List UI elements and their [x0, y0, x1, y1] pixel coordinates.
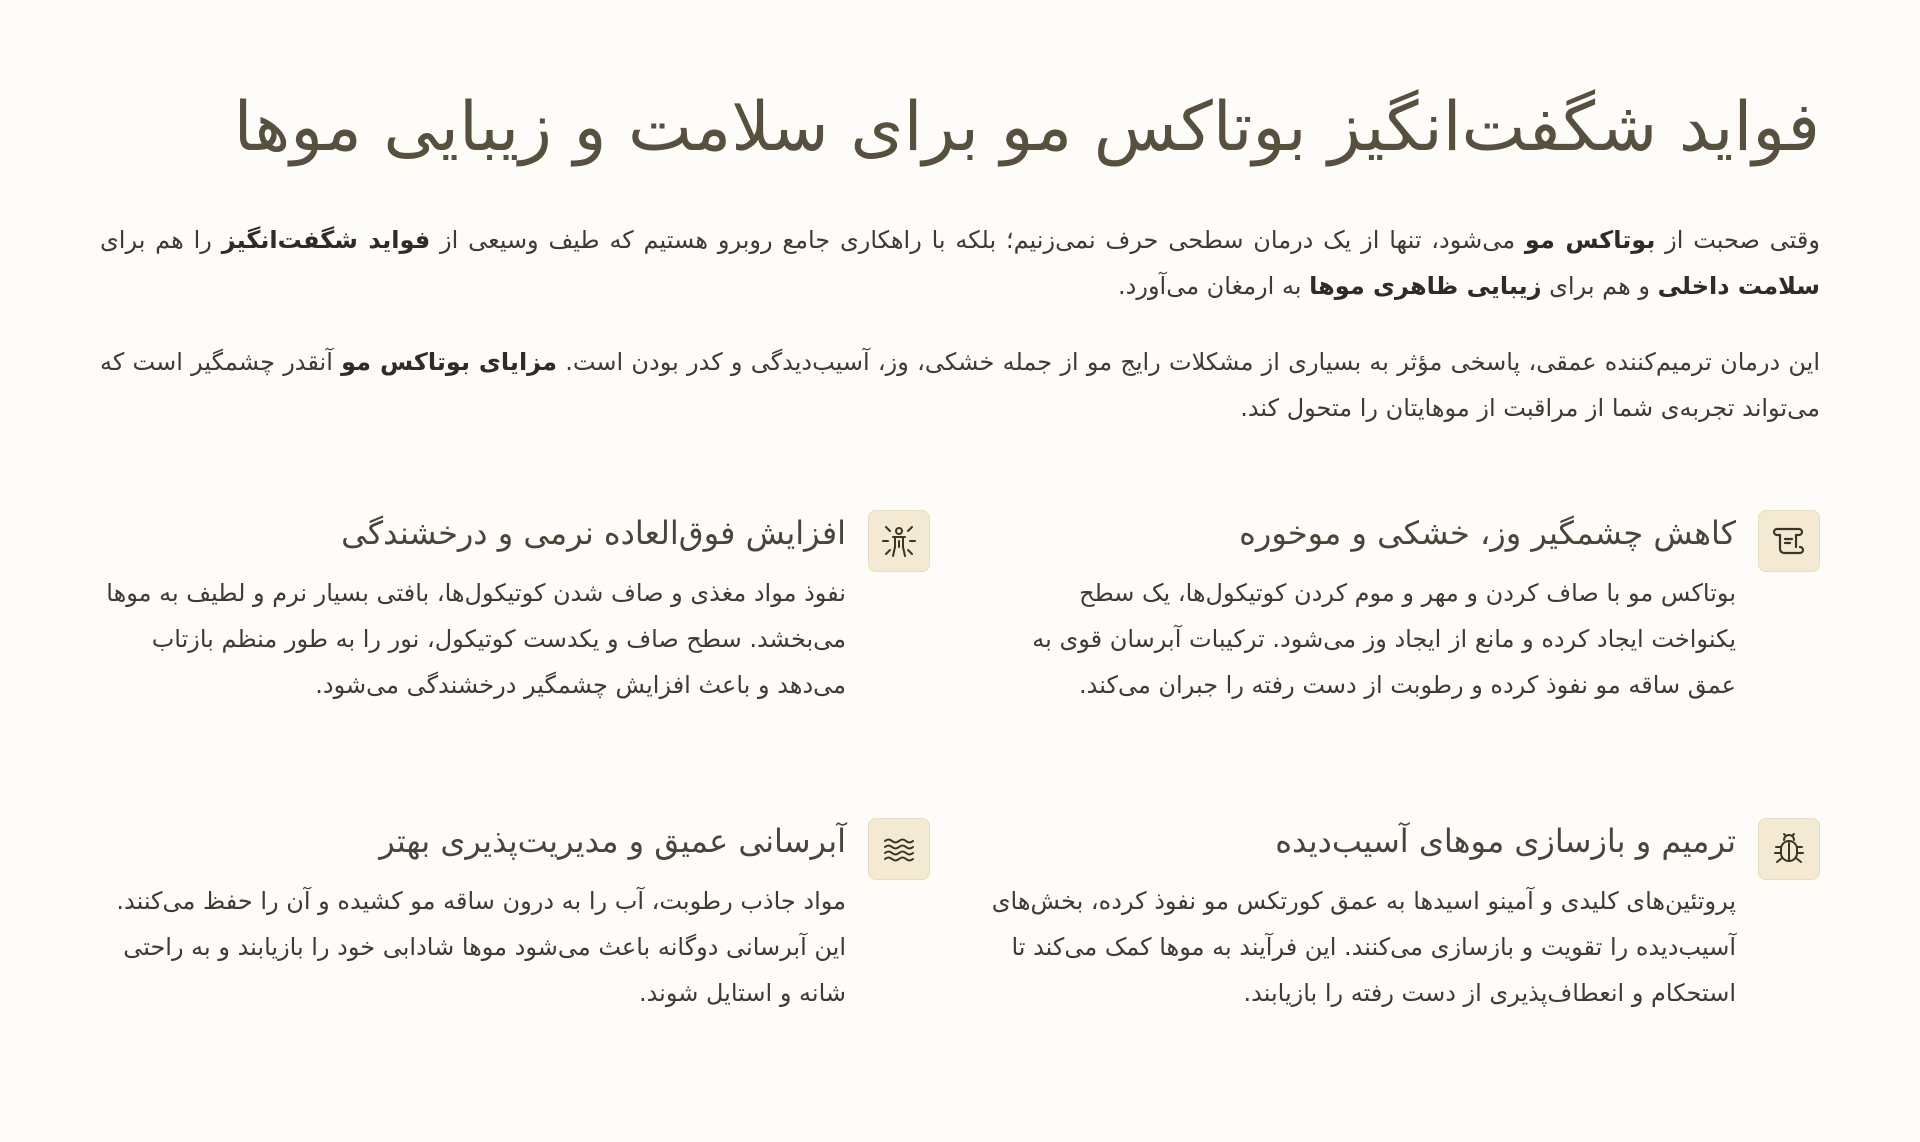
waves-icon [868, 818, 930, 880]
feature-item [100, 508, 930, 816]
intro-text: وقتی صحبت از [1655, 226, 1820, 254]
intro-bold: مزایای بوتاکس مو [341, 348, 557, 376]
feature-item [990, 508, 1820, 816]
intro-bold: فواید شگفت‌انگیز [221, 226, 431, 254]
intro-paragraph-1 [100, 217, 1820, 309]
intro-text: می‌شود، تنها از یک درمان سطحی حرف نمی‌زنیم؛ بلکه با راهکاری جامع روبرو هستیم که طیف وسیعی از [430, 226, 1525, 254]
feature-body [990, 508, 1736, 708]
feature-title: کاهش چشمگیر وز، خشکی و موخوره [1239, 514, 1736, 552]
feature-body [990, 816, 1736, 1016]
feature-text: پروتئین‌های کلیدی و آمینو اسیدها به عمق کورتکس مو نفوذ کرده، بخش‌های آسیب‌دیده را تقویت و بازسازی می‌کنند. این فرآیند به موها کمک می‌کند تا استحکام و انعطاف‌پذیری از دست رفته را بازیابند. [991, 887, 1736, 1007]
feature-body [100, 508, 846, 708]
intro-paragraph-2 [100, 339, 1820, 431]
intro-text: آنقدر چشمگیر است که می‌تواند تجربه‌ی شما از مراقبت از موهایتان را متحول کند. [100, 348, 1820, 422]
intro-text: را هم برای [100, 226, 222, 254]
intro [100, 217, 1820, 431]
feature-text: نفوذ مواد مغذی و صاف شدن کوتیکول‌ها، بافتی بسیار نرم و لطیف به موها می‌بخشد. سطح صاف و یکدست کوتیکول، نور را به طور منظم بازتاب می‌دهد و باعث افزایش چشمگیر درخشندگی می‌شود. [106, 579, 846, 699]
intro-bold: بوتاکس مو [1524, 226, 1656, 254]
feature-item [100, 816, 930, 1124]
feature-text: مواد جاذب رطوبت، آب را به درون ساقه مو کشیده و آن را حفظ می‌کنند. این آبرسانی دوگانه باعث می‌شود موها شادابی خود را بازیابند و به راحتی شانه و استایل شوند. [116, 887, 846, 1007]
intro-text: به ارمغان می‌آورد. [1118, 272, 1310, 300]
radiant-person-icon [868, 510, 930, 572]
features-grid [100, 508, 1820, 1124]
feature-title: ترمیم و بازسازی موهای آسیب‌دیده [1275, 822, 1736, 860]
feature-text: بوتاکس مو با صاف کردن و مهر و موم کردن کوتیکول‌ها، یک سطح یکنواخت ایجاد کرده و مانع از ایجاد وز می‌شود. ترکیبات آبرسان قوی به عمق ساقه مو نفوذ کرده و رطوبت از دست رفته را جبران می‌کند. [1032, 579, 1736, 699]
intro-text: و هم برای [1541, 272, 1658, 300]
feature-title: افزایش فوق‌العاده نرمی و درخشندگی [341, 514, 846, 552]
bug-icon [1758, 818, 1820, 880]
intro-bold: زیبایی ظاهری موها [1309, 272, 1542, 300]
page-title: فواید شگفت‌انگیز بوتاکس مو برای سلامت و زیبایی موها [233, 88, 1820, 167]
feature-title: آبرسانی عمیق و مدیریت‌پذیری بهتر [379, 822, 846, 860]
intro-bold: سلامت داخلی [1657, 272, 1820, 300]
feature-body [100, 816, 846, 1016]
scroll-icon [1758, 510, 1820, 572]
intro-text: این درمان ترمیم‌کننده عمقی، پاسخی مؤثر به بسیاری از مشکلات رایج مو از جمله خشکی، وز، آسیب‌دیدگی و کدر بودن است. [556, 348, 1821, 376]
feature-item [990, 816, 1820, 1124]
